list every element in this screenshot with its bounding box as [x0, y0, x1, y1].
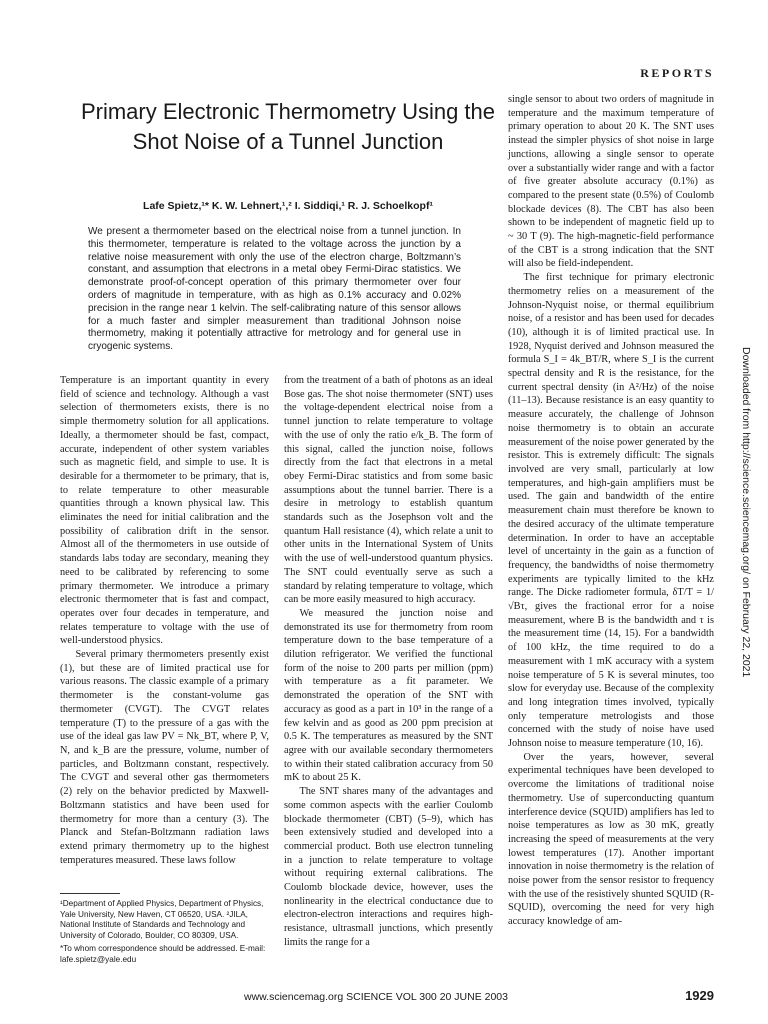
paragraph: The first technique for primary electronic thermometry relies on a measurement of the Johnson-Nyquist noise, or thermal equilibrium noise, of a resistor and has been used for decades (10), although it is of limited practical use. In 1928, Nyquist derived and Johnson measured the formula S_I = 4k_BT/R, where S_I is the current spectral density and R is the resistance, for the current spectral density (in A²/Hz) of the noise (11–13). Because resistance is an easy quantity to measure accurately, the challenge of Johnson noise thermometry is to obtain an accurate measurement of the noise power generated by the resistor. This is extremely difficult: The signals involved are very small, particularly at low temperatures, and high-gain amplifiers must be used. The gain and bandwidth of the entire measurement chain must therefore be known to the desired accuracy of the ultimate temperature determination. In order to have an acceptable level of uncertainty in the gain as a function of frequency, the bandwidths of noise thermometry experiments are typically limited to the kHz range. The Dicke radiometer formula, δT/T = 1/√Bτ, gives the fractional error for a noise measurement, where B is the bandwidth and τ is the measurement time (14, 15). For a bandwidth of 100 kHz, the time required to do a measurement with 1 mK accuracy with a system noise temperature of 5 K is several minutes, too slow for everyday use. Because of the complexity and long integration times involved, typically only temperature metrologists and those concerned with the study of noise have used Johnson noise to measure temperature (10, 16). [508, 272, 714, 750]
paragraph: Several primary thermometers presently exist (1), but these are of limited practical use for various reasons. The classic example of a primary thermometer is the constant-volume gas thermometer (CVGT). The CVGT relates temperature (T) to the pressure of a gas with the use of the ideal gas law PV = Nk_BT, where P, V, N, and k_B are the pressure, volume, number of particles, and Boltzmann constant, respectively. The CVGT and several other gas thermometers (2) rely on the behavior predicted by Maxwell-Boltzmann statistics and have been used for thermometry for more than a century (3). The Planck and Stefan-Boltzmann radiation laws extend primary thermometry up to the highest temperatures measured. These laws follow [60, 649, 269, 866]
download-note[interactable]: Downloaded from http://science.sciencemag.org/ on February 22, 2021 [740, 347, 752, 678]
affiliations-footnote: ¹Department of Applied Physics, Department of Physics, Yale University, New Haven, CT 06520, USA. ²JILA, National Institute of Standards and Technology and University of Colorado, Boulder, CO 80309, USA. [60, 899, 264, 940]
author-list: Lafe Spietz,¹* K. W. Lehnert,¹,² I. Siddiqi,¹ R. J. Schoelkopf¹ [143, 200, 433, 212]
download-note-container [738, 347, 754, 678]
page-footer: www.sciencemag.org SCIENCE VOL 300 20 JUNE 2003 [244, 991, 508, 1003]
paragraph: Temperature is an important quantity in every field of science and technology. Although a vast selection of thermometers exists, there is no simple thermometry solution for all applications. Ideally, a thermometer should be fast, compact, accurate, independent of other system variables such as magnetic field, and simple to use. It is desirable for a thermometer to be primary, that is, to relate temperature to other measurable quantities through a known physical law. This eliminates the need for initial calibration and the possibility of calibration drift in the sensor. Almost all of the thermometers in use outside of standards labs today are secondary, meaning they need to be calibrated by referencing to some primary thermometer. We introduce a primary electronic thermometer that is fast and compact, operates over four decades in temperature, and relates temperature to voltage with the use of well-understood physics. [60, 375, 269, 647]
footnotes [60, 899, 269, 968]
paragraph: We measured the junction noise and demonstrated its use for thermometry from room temperature down to the base temperature of a dilution refrigerator. We verified the functional form of the noise to 200 parts per million (ppm) with temperature as a fit parameter. We demonstrated the operation of the SNT with accuracy as good as a part in 10³ in the range of a few kelvin and as good as 200 ppm precision at 0.5 K. The temperatures as measured by the SNT agree with our available secondary thermometers to within their stated calibration accuracy from 50 mK to about 25 K. [284, 607, 493, 784]
paragraph: The SNT shares many of the advantages and some common aspects with the earlier Coulomb blockade thermometer (CBT) (5–9), which has been extensively studied and developed into a commercial product. Both use electron tunneling in a junction to relate temperature to voltage without requiring external calibrations. The Coulomb blockade device, however, uses the nonlinearity in the electrical conductance due to electron-electron interactions and requires high-resistance, ultrasmall junctions, which presently limits the range for a [284, 786, 493, 948]
article-title: Primary Electronic Thermometry Using the Shot Noise of a Tunnel Junction [80, 99, 496, 154]
body-column-3 [508, 93, 714, 929]
page-number: 1929 [685, 988, 714, 1003]
abstract: We present a thermometer based on the electrical noise from a tunnel junction. In this thermometer, temperature is related to the voltage across the junction by a relative noise measurement with only the use of the electron charge, Boltzmann’s constant, and assumption that electrons in a metal obey Fermi-Dirac statistics. We demonstrate proof-of-concept operation of this primary thermometer over four orders of magnitude in temperature, with as high as 0.1% accuracy and 0.02% precision in the range near 1 kelvin. The self-calibrating nature of this sensor allows for a much faster and simpler measurement than traditional Johnson noise thermometry, making it potentially attractive for metrology and for general use in cryogenic systems. [88, 226, 461, 353]
body-column-2 [284, 374, 493, 950]
paragraph: single sensor to about two orders of magnitude in temperature and the maximum temperature of primary operation to about 20 K. The SNT uses instead the simpler physics of shot noise in large junctions, allowing a single sensor to operate over a substantially wider range and with a factor of five greater absolute accuracy (0.1%) as compared to the present state (0.5%) of Coulomb blockade devices (8). The CBT has also been shown to be independent of magnetic field up to ~ 30 T (9). The high-magnetic-field performance of the CBT is a strong indication that the SNT will also be field-independent. [508, 94, 714, 270]
section-heading: REPORTS [640, 66, 714, 80]
paragraph: Over the years, however, several experimental techniques have been developed to overcome the limitations of traditional noise thermometry. Use of superconducting quantum interference device (SQUID) amplifiers has led to noise temperatures as low as 30 mK, greatly increasing the speed of measurements at the very lowest temperatures (17). Another important innovation in noise thermometry is the relation of noise power from the sensor resistor to frequency with the use of the resistively shunted SQUID (R-SQUID), overcoming the need for very high accuracy knowledge of am- [508, 751, 714, 928]
paragraph: from the treatment of a bath of photons as an ideal Bose gas. The shot noise thermometer (SNT) uses the voltage-dependent electrical noise from a tunnel junction to relate temperature to voltage with the use of only the ratio e/k_B. The form of this signal, called the junction noise, follows directly from the fact that electrons in a metal obey Fermi-Dirac statistics and from some basic assumptions about the tunnel barrier. There is a desire in metrology to establish quantum standards such as the Josephson volt and the quantum Hall resistance (4), which relate a unit to other units in the International System of Units with the use of well-understood quantum physics. The SNT could eventually serve as such a standard by relating temperature to voltage, which can be more easily measured to high accuracy. [284, 375, 493, 606]
correspondence-footnote: *To whom correspondence should be addressed. E-mail: lafe.spietz@yale.edu [60, 944, 266, 964]
body-column-1 [60, 374, 269, 867]
footnote-divider [60, 893, 120, 894]
